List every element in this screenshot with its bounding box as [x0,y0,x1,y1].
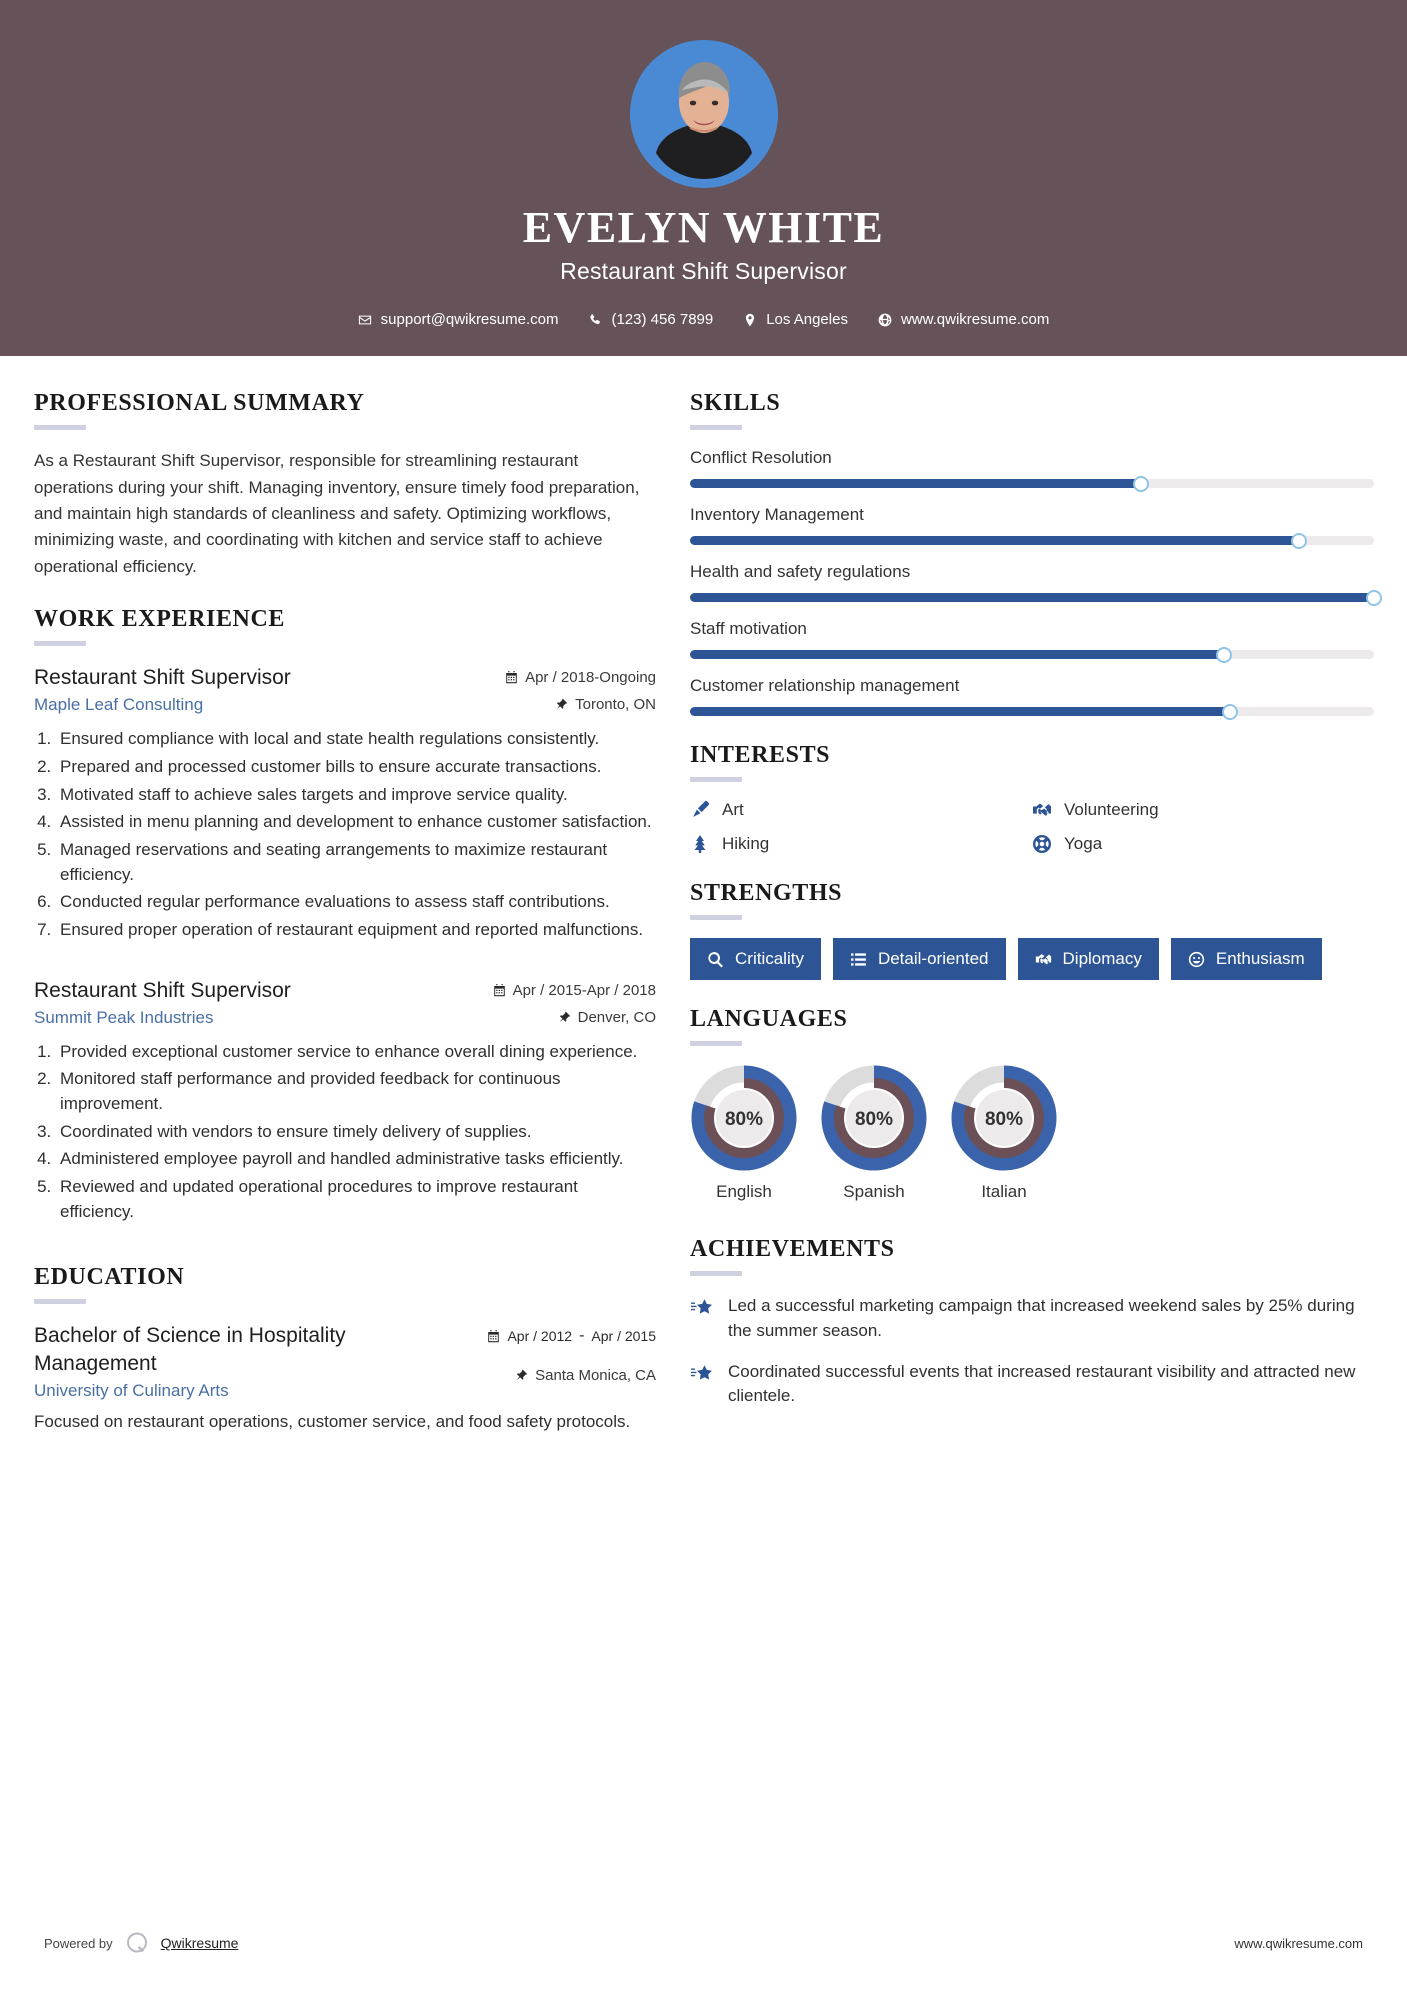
section-rule [690,1271,742,1276]
section-rule [690,425,742,430]
section-education [34,1264,656,1434]
contact-location[interactable] [743,311,848,328]
skill-progress-fill [690,536,1299,545]
work-dates-text: Apr / 2018-Ongoing [525,669,656,687]
achievement-item [690,1360,1374,1409]
language-item [820,1064,928,1202]
skill-progress-knob[interactable] [1222,704,1238,720]
work-organization: Maple Leaf Consulting [34,695,204,715]
work-location [493,1009,656,1026]
star-icon [690,1297,714,1321]
language-percent: 80% [724,1109,764,1131]
avatar [630,40,778,188]
education-location [487,1367,656,1384]
skill-progress-knob[interactable] [1291,533,1307,549]
search-icon [707,951,724,968]
skill-label: Customer relationship management [690,676,960,696]
skill-label: Staff motivation [690,619,807,639]
achievement-text: Led a successful marketing campaign that increased weekend sales by 25% during the summer season. [728,1296,1355,1341]
section-rule [690,1041,742,1046]
work-bullet: 3. Coordinated with vendors to ensure timely delivery of supplies. [56,1120,656,1145]
work-bullet: 4. Administered employee payroll and handled administrative tasks efficiently. [56,1147,656,1172]
skill-progress-track[interactable] [690,593,1374,602]
smiley-icon [1188,951,1205,968]
handshake-icon [1035,951,1052,968]
strength-label: Diplomacy [1062,949,1142,969]
education-dates [487,1327,656,1345]
work-bullet: 2. Prepared and processed customer bills to ensure accurate transactions. [56,755,656,780]
footer-brand [44,1930,238,1956]
work-bullet: 5. Managed reservations and seating arrangements to maximize restaurant efficiency. [56,838,656,887]
work-bullet-list [56,727,656,942]
job-title: Restaurant Shift Supervisor [560,258,847,285]
paintbrush-icon [690,800,710,820]
language-percent: 80% [984,1109,1024,1131]
envelope-icon [358,313,372,327]
interest-label: Volunteering [1064,800,1159,820]
work-bullet-list [56,1040,656,1224]
contact-location-text: Los Angeles [766,311,848,329]
strength-badge-detail-oriented[interactable] [833,938,1006,980]
skill-progress-fill [690,707,1230,716]
language-name: Italian [981,1182,1027,1202]
list-icon [850,951,867,968]
skill-item [690,505,1374,545]
work-location [505,696,656,713]
skill-item [690,676,1374,716]
pushpin-icon [558,1011,571,1024]
work-organization: Summit Peak Industries [34,1007,214,1027]
language-percent: 80% [854,1109,894,1131]
tree-icon [690,834,710,854]
strength-label: Detail-oriented [877,949,989,969]
work-dates [493,982,656,999]
section-rule [690,777,742,782]
lifebuoy-icon [1032,834,1052,854]
section-achievements [690,1236,1374,1409]
section-professional-summary [34,390,656,580]
section-skills [690,390,1374,716]
footer-brand-name[interactable]: Qwikresume [160,1935,239,1951]
section-rule [34,1299,86,1304]
skill-progress-fill [690,479,1141,488]
skill-item [690,619,1374,659]
education-date-start: Apr / 2012 [507,1327,573,1344]
globe-icon [878,313,892,327]
contact-row [0,311,1407,328]
work-bullet: 2. Monitored staff performance and provided feedback for continuous improvement. [56,1067,656,1116]
phone-icon [588,313,602,327]
contact-email-text: support@qwikresume.com [380,311,559,329]
contact-phone[interactable] [588,311,713,328]
section-interests [690,742,1374,854]
section-rule [34,425,86,430]
pushpin-icon [555,698,568,711]
qwikresume-logo-icon [124,1930,150,1956]
work-bullet: 4. Assisted in menu planning and development to enhance customer satisfaction. [56,810,656,835]
education-description: Focused on restaurant operations, customer service, and food safety protocols. [34,1411,631,1431]
footer-url[interactable]: www.qwikresume.com [1234,1935,1363,1951]
calendar-icon [487,1330,500,1343]
interest-label: Hiking [722,834,770,854]
work-location-text: Denver, CO [577,1008,656,1026]
education-date-end: Apr / 2015 [591,1327,656,1344]
education-entry [34,1322,656,1434]
language-donut-chart [950,1064,1058,1172]
section-heading-education: EDUCATION [34,1264,185,1291]
page-title: EVELYN WHITE [522,203,885,252]
section-strengths [690,880,1374,980]
work-bullet: 7. Ensured proper operation of restaurant equipment and reported malfunctions. [56,918,656,943]
section-heading-summary: PROFESSIONAL SUMMARY [34,390,365,417]
language-donut-chart [820,1064,928,1172]
strength-badge-diplomacy[interactable] [1018,938,1159,980]
section-heading-achievements: ACHIEVEMENTS [690,1236,895,1263]
section-heading-interests: INTERESTS [690,742,831,769]
skill-progress-track[interactable] [690,650,1374,659]
education-degree: Bachelor of Science in Hospitality Management [34,1324,346,1375]
interest-item [1032,800,1374,820]
education-location-text: Santa Monica, CA [535,1367,656,1385]
strength-badge-criticality[interactable] [690,938,821,980]
section-heading-skills: SKILLS [690,390,781,417]
skill-progress-fill [690,650,1224,659]
skill-progress-knob[interactable] [1216,647,1232,663]
work-role: Restaurant Shift Supervisor [34,666,291,690]
work-bullet: 5. Reviewed and updated operational procedures to improve restaurant efficiency. [56,1175,656,1224]
resume-header [0,0,1407,356]
languages-row [690,1064,1374,1202]
section-rule [690,915,742,920]
section-heading-strengths: STRENGTHS [690,880,843,907]
interest-item [690,800,1032,820]
language-item [690,1064,798,1202]
skill-progress-track[interactable] [690,479,1374,488]
interest-item [1032,834,1374,854]
skill-label: Conflict Resolution [690,448,832,468]
work-bullet: 1. Ensured compliance with local and state health regulations consistently. [56,727,656,752]
footer-powered-by-label: Powered by [44,1935,113,1951]
calendar-icon [505,671,518,684]
page-footer [0,1930,1407,1990]
skill-progress-fill [690,593,1374,602]
education-date-separator: - [579,1327,585,1345]
work-location-text: Toronto, ON [575,696,656,714]
section-heading-languages: LANGUAGES [690,1006,848,1033]
contact-phone-text: (123) 456 7899 [611,311,714,329]
language-name: Spanish [843,1182,905,1202]
skill-progress-knob[interactable] [1366,590,1382,606]
strengths-list [690,938,1374,980]
interest-label: Art [722,800,744,820]
skill-item [690,562,1374,602]
skill-label: Health and safety regulations [690,562,911,582]
pushpin-icon [515,1369,528,1382]
contact-email[interactable] [358,311,559,328]
work-bullet: 1. Provided exceptional customer service to enhance overall dining experience. [56,1040,656,1065]
section-heading-work: WORK EXPERIENCE [34,606,286,633]
contact-website[interactable] [878,311,1049,328]
education-school: University of Culinary Arts [34,1380,229,1400]
left-column [34,390,656,1460]
work-entry [34,664,656,942]
interest-label: Yoga [1064,834,1103,854]
achievement-text: Coordinated successful events that increased restaurant visibility and attracted new clientele. [728,1361,1356,1406]
language-name: English [716,1182,772,1202]
interests-grid [690,800,1374,854]
skill-label: Inventory Management [690,505,864,525]
calendar-icon [493,984,506,997]
skill-progress-track[interactable] [690,707,1374,716]
work-entry [34,977,656,1225]
language-donut-chart [690,1064,798,1172]
interest-item [690,834,1032,854]
handshake-icon [1032,800,1052,820]
work-dates-text: Apr / 2015-Apr / 2018 [512,981,656,999]
work-role: Restaurant Shift Supervisor [34,978,291,1002]
language-item [950,1064,1058,1202]
summary-text: As a Restaurant Shift Supervisor, responsible for streamlining restaurant operations during your shift. Managing inventory, ensure timely food preparation, and maintain high standards of cleanliness and safety. Optimizing workflows, minimizing waste, and coordinating with kitchen and service staff to achieve operational efficiency. [34,451,640,576]
section-rule [34,641,86,646]
achievement-item [690,1294,1374,1343]
strength-label: Criticality [735,949,804,969]
work-dates [505,669,656,686]
section-languages [690,1006,1374,1202]
contact-website-text: www.qwikresume.com [900,311,1050,329]
work-bullet: 3. Motivated staff to achieve sales targets and improve service quality. [56,783,656,808]
resume-body [0,356,1407,1460]
right-column [690,390,1374,1460]
skill-item [690,448,1374,488]
star-icon [690,1363,714,1387]
location-pin-icon [743,313,757,327]
work-bullet: 6. Conducted regular performance evaluations to assess staff contributions. [56,890,656,915]
skill-progress-track[interactable] [690,536,1374,545]
strength-badge-enthusiasm[interactable] [1171,938,1322,980]
strength-label: Enthusiasm [1215,949,1305,969]
skill-progress-knob[interactable] [1133,476,1149,492]
section-work-experience [34,606,656,1224]
